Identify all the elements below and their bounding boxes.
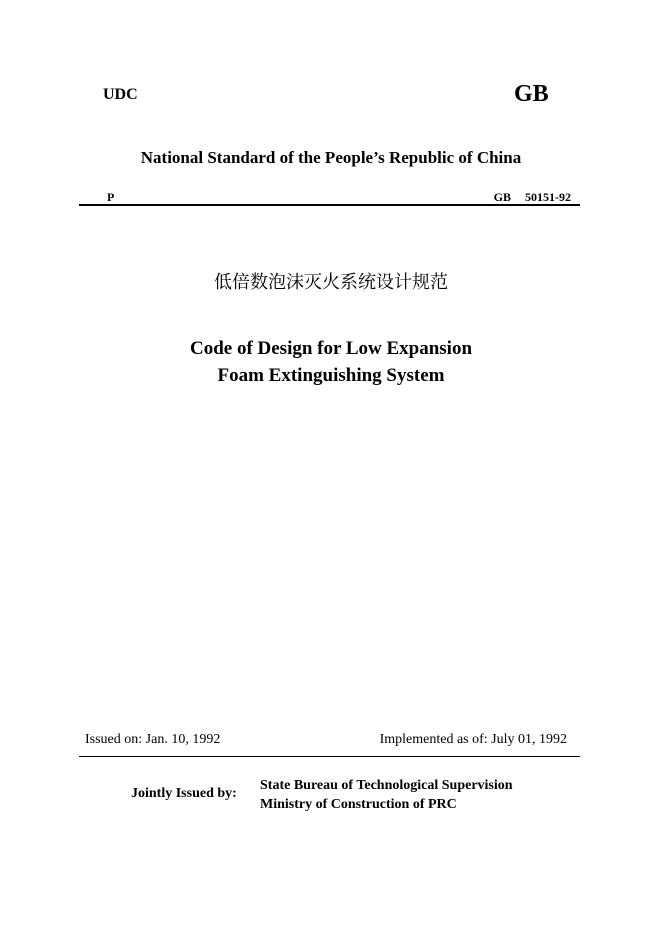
- jointly-issued-label: Jointly Issued by:: [131, 786, 237, 801]
- issuer-item: State Bureau of Technological Supervision: [260, 778, 513, 793]
- issuer-list: [260, 776, 513, 814]
- implemented-date: Implemented as of: July 01, 1992: [379, 732, 567, 747]
- gb-mark: GB: [514, 81, 549, 107]
- chinese-title: 低倍数泡沫灭火系统设计规范: [214, 272, 448, 293]
- header-divider: [79, 204, 580, 206]
- footer-divider: [79, 756, 580, 757]
- english-title-line-1: Code of Design for Low Expansion: [189, 338, 473, 359]
- national-standard-heading: National Standard of the People’s Republic of China: [140, 148, 522, 167]
- english-title: [0, 335, 662, 389]
- issued-date: Issued on: Jan. 10, 1992: [85, 732, 221, 747]
- english-title-line-2: Foam Extinguishing System: [217, 365, 445, 386]
- standard-code: 50151-92: [525, 190, 571, 204]
- udc-label: UDC: [103, 86, 138, 103]
- standard-prefix: GB: [493, 190, 511, 204]
- category-code: P: [107, 190, 115, 204]
- issuer-item: Ministry of Construction of PRC: [260, 797, 457, 812]
- standard-number: [494, 190, 571, 205]
